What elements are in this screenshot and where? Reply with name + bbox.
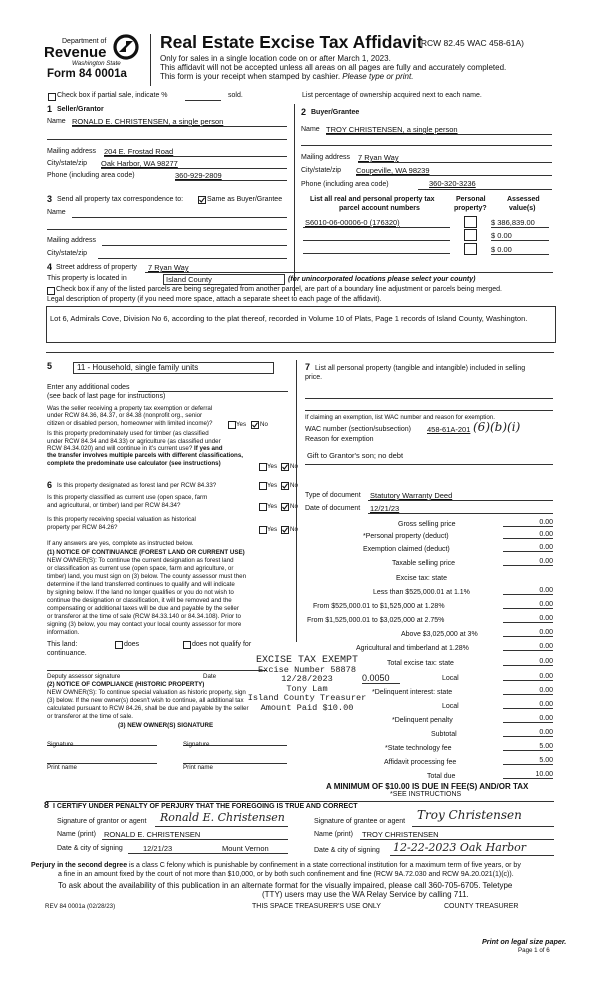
notice-compliance-line-1: NEW OWNER(S): To continue special valuation as historic property, sign <box>47 689 246 696</box>
personal-property-deduct-label: *Personal property (deduct) <box>363 533 449 540</box>
buyer-mailing-label: Mailing address <box>301 154 351 161</box>
notice-continuance-line-5: by signing below. If the land no longer qualifies or you do not wish to <box>47 589 234 596</box>
buyer-phone-field[interactable]: 360-320-3236 <box>429 179 476 188</box>
bracket-5-field[interactable]: 0.00 <box>503 643 553 651</box>
bracket-2-label: From $525,000.01 to $1,525,000 at 1.28% <box>313 603 445 610</box>
wac-number-field[interactable]: 458-61A-201 <box>427 425 471 434</box>
page-number: Page 1 of 6 <box>518 947 550 954</box>
form-number: Form 84 0001a <box>47 68 127 80</box>
timber-yes-label: Yes <box>267 463 278 470</box>
certify-heading: I CERTIFY UNDER PENALTY OF PERJURY THAT THE FOREGOING IS TRUE AND CORRECT <box>53 803 358 810</box>
gross-selling-price-label: Gross selling price <box>398 521 456 528</box>
subtotal-label: Subtotal <box>431 731 457 738</box>
personal-property-label-1: List all personal property (tangible and intangible) included in selling <box>315 365 526 372</box>
total-due-label: Total due <box>427 773 456 780</box>
timber-question-3: RCW 84.34.020) and will continue in it's current use? If yes and <box>47 445 223 452</box>
perjury-line-1: Perjury in the second degree is a class C felony which is punishable by confinement in a state correctional institution for a maximum term of five years, or by <box>31 862 521 869</box>
section-divider-4 <box>46 352 554 353</box>
ownership-note: List percentage of ownership acquired next to each name. <box>302 92 482 99</box>
header-note-1: Only for sales in a single location code on or after March 1, 2023. <box>160 54 391 63</box>
form-revision: REV 84 0001a (02/28/23) <box>45 903 116 910</box>
dept-line: Department of <box>62 38 107 45</box>
timber-yes-checkbox[interactable] <box>259 463 267 471</box>
assessed-heading-1: Assessed <box>507 196 540 203</box>
seller-city-line <box>101 168 287 169</box>
personal-property-checkbox-2[interactable] <box>464 229 477 241</box>
land-does-label: does <box>124 641 140 648</box>
check-icon <box>282 483 288 489</box>
assessed-value-2[interactable]: $ 0.00 <box>491 231 549 241</box>
affidavit-fee-field[interactable]: 5.00 <box>503 757 553 765</box>
delinquent-state-field[interactable]: 0.00 <box>503 687 553 695</box>
delinquent-local-field[interactable]: 0.00 <box>503 701 553 709</box>
alt-format-line-1: To ask about the availability of this publication in an alternate format for the visually impaired, please call 360-705-6705. Teletype <box>58 881 513 890</box>
bracket-1-label: Less than $525,000.01 at 1.1% <box>373 589 470 596</box>
street-address-label: Street address of property <box>56 264 137 271</box>
header-divider <box>150 34 151 86</box>
seller-name-label: Name <box>47 118 66 125</box>
document-date-label: Date of document <box>305 505 361 512</box>
notice-continuance-line-2: or classification as current use (open space, farm and agriculture, or <box>47 565 234 572</box>
dept-state: Washington State <box>72 60 121 67</box>
grantee-signature-label: Signature of grantee or agent <box>314 818 406 825</box>
exemption-reason-line <box>305 464 553 465</box>
timber-question-4: the transfer involves multiple parcels with different classifications, <box>47 452 243 459</box>
grantor-signature-line <box>155 826 288 827</box>
seller-city-field[interactable]: Oak Harbor, WA 98277 <box>101 159 178 168</box>
bracket-3-field[interactable]: 0.00 <box>503 615 553 623</box>
personal-heading-2: property? <box>454 205 487 212</box>
current-use-no-checkbox[interactable] <box>281 503 289 511</box>
grantor-name-label: Name (print) <box>57 831 96 838</box>
stamp-line-1: EXCISE TAX EXEMPT <box>255 655 359 666</box>
parcel-account-3[interactable] <box>303 253 450 254</box>
section5-number: 5 <box>47 361 53 371</box>
seller-heading: Seller/Grantor <box>57 106 104 113</box>
parcels-heading-2: parcel account numbers <box>339 205 420 212</box>
personal-property-field-2[interactable] <box>305 410 553 411</box>
assessed-heading-2: value(s) <box>509 205 536 212</box>
historic-no-label: No <box>290 526 298 533</box>
owner-signature-label-1: Signature <box>47 741 74 748</box>
delinquent-local-label: Local <box>442 703 459 710</box>
treasurer-stamp <box>247 656 367 714</box>
additional-codes-field[interactable] <box>138 391 288 392</box>
grantee-signature[interactable]: Troy Christensen <box>417 808 522 822</box>
section7-number: 7 <box>305 362 311 372</box>
delinquent-penalty-field[interactable]: 0.00 <box>503 715 553 723</box>
stamp-line-5: Island County Treasurer <box>247 693 367 704</box>
stamp-line-6: Amount Paid $10.00 <box>260 702 354 713</box>
notice-compliance-line-4: or transferor at the time of sale. <box>47 713 133 720</box>
street-address-field[interactable]: 7 Ryan Way <box>148 263 189 272</box>
treasurer-use-only: THIS SPACE TREASURER'S USE ONLY <box>252 903 381 910</box>
seller-mailing-field[interactable]: 204 E. Frostad Road <box>104 147 174 156</box>
street-address-line <box>145 272 553 273</box>
parcel-account-1[interactable]: S6010-06-00006-0 (176320) <box>305 218 400 227</box>
county-select[interactable]: Island County <box>163 274 285 285</box>
affidavit-fee-label: Affidavit processing fee <box>384 759 457 766</box>
correspondence-label: Send all property tax correspondence to: <box>57 196 184 203</box>
timber-no-checkbox[interactable] <box>281 463 289 471</box>
wac-number-label: WAC number (section/subsection) <box>305 426 411 433</box>
forest-no-checkbox[interactable] <box>281 482 289 490</box>
seller-phone-field[interactable]: 360-929-2809 <box>175 171 222 180</box>
forest-yes-checkbox[interactable] <box>259 482 267 490</box>
seller-name-line-2 <box>47 139 287 140</box>
historic-no-checkbox[interactable] <box>281 526 289 534</box>
partial-sale-percent-line[interactable] <box>185 100 221 101</box>
continuance-label: continuance. <box>47 650 87 657</box>
document-type-label: Type of document <box>305 492 361 499</box>
located-in-label: This property is located in <box>47 275 127 282</box>
land-does-checkbox[interactable] <box>115 641 123 649</box>
parcels-heading-1: List all real and personal property tax <box>310 196 435 203</box>
correspondence-mailing-field[interactable] <box>102 245 287 246</box>
title-reference: (RCW 82.45 WAC 458-61A) <box>418 38 524 48</box>
deputy-signature-field[interactable] <box>47 670 267 671</box>
bracket-4-field[interactable]: 0.00 <box>503 629 553 637</box>
exemption-claimed-field[interactable]: 0.00 <box>503 544 553 552</box>
local-tax-label: Local <box>442 675 459 682</box>
land-does-not-label: does not qualify for <box>192 641 252 648</box>
legal-paper-note: Print on legal size paper. <box>482 937 567 946</box>
buyer-mailing-line <box>358 162 552 163</box>
alt-format-line-2: (TTY) users may use the WA Relay Service by calling 711. <box>262 890 469 899</box>
certify-section-number: 8 <box>44 800 50 810</box>
grantee-date-line <box>390 855 554 856</box>
notice-continuance-line-4: determine if the land transferred continues to qualify and will indicate <box>47 581 235 588</box>
same-as-buyer-checkbox[interactable] <box>198 196 206 204</box>
owner-print-label-1: Print name <box>47 764 77 771</box>
grantor-name-line <box>102 839 288 840</box>
historic-question-1: Is this property receiving special valuation as historical <box>47 516 196 523</box>
notice-compliance-line-2: (3) below. If the new owner(s) doesn't wish to continue, all additional tax <box>47 697 244 704</box>
assessed-value-3[interactable]: $ 0.00 <box>491 245 549 255</box>
current-use-question-2: and agricultural, or timber) land per RCW 84.34? <box>47 502 181 509</box>
forest-yes-label: Yes <box>267 482 278 489</box>
unincorporated-note: (for unincorporated locations please select your county) <box>288 276 476 283</box>
current-use-no-label: No <box>290 503 298 510</box>
historic-yes-checkbox[interactable] <box>259 526 267 534</box>
buyer-heading: Buyer/Grantee <box>311 109 360 116</box>
document-type-line <box>368 500 553 501</box>
stamp-line-4: Tony Lam <box>286 683 328 694</box>
document-date-line <box>368 513 553 514</box>
timber-question-2: under RCW 84.34 and 84.33) or agriculture (as classified under <box>47 438 221 445</box>
buyer-section-number: 2 <box>301 107 307 117</box>
exemption-yes-checkbox[interactable] <box>228 421 236 429</box>
correspondence-name-label: Name <box>47 209 66 216</box>
exemption-question-3: citizen or disabled person, homeowner with limited income)? <box>47 420 213 427</box>
historic-yes-label: Yes <box>267 526 278 533</box>
bracket-3-label: From $1,525,000.01 to $3,025,000 at 2.75% <box>307 617 445 624</box>
buyer-phone-line <box>418 189 552 190</box>
buyer-city-field[interactable]: Coupeville, WA 98239 <box>356 166 430 175</box>
notice-continuance-line-8: or transferor at the time of sale (RCW 84.33.140 or 84.34.108). Prior to <box>47 613 241 620</box>
historic-question-2: property per RCW 84.26? <box>47 524 118 531</box>
if-yes-note: If any answers are yes, complete as instructed below. <box>47 540 194 547</box>
owner-print-label-2: Print name <box>183 764 213 771</box>
notice-continuance-line-6: continue the designation or classification, it will be removed and the <box>47 597 232 604</box>
parcel-row-1-line <box>303 227 450 228</box>
property-section-number: 4 <box>47 262 53 272</box>
taxable-selling-price-label: Taxable selling price <box>392 560 456 567</box>
legal-description-label: Legal description of property (if you need more space, attach a separate sheet to each page of the affidavit). <box>47 296 382 303</box>
grantee-name-field[interactable]: TROY CHRISTENSEN <box>362 830 439 839</box>
grantor-signature[interactable]: Ronald E. Christensen <box>160 811 285 824</box>
seller-name-field[interactable]: RONALD E. CHRISTENSEN, a single person <box>72 117 224 126</box>
notice-compliance-line-3: calculated pursuant to RCW 84.26, shall be due and payable by the seller <box>47 705 249 712</box>
revenue-logo-icon <box>113 34 139 60</box>
tech-fee-field[interactable]: 5.00 <box>503 743 553 751</box>
excise-state-label: Excise tax: state <box>396 575 447 582</box>
section-vertical-divider <box>296 360 297 642</box>
dept-logo-text: Revenue <box>44 44 107 61</box>
sections-divider <box>294 104 295 296</box>
assessed-value-1[interactable]: $ 386,839.00 <box>491 218 549 228</box>
gross-selling-price-field[interactable]: 0.00 <box>503 519 553 527</box>
bracket-1-field[interactable]: 0.00 <box>503 587 553 595</box>
header-note-3: This form is your receipt when stamped by cashier. Please type or print. <box>160 72 414 81</box>
personal-property-checkbox-1[interactable] <box>464 216 477 228</box>
notice-compliance-heading: (2) NOTICE OF COMPLIANCE (HISTORIC PROPERTY) <box>47 681 205 688</box>
total-excise-state-label: Total excise tax: state <box>387 660 454 667</box>
legal-description-text: Lot 6, Admirals Cove, Division No 6, according to the plat thereof, recorded in Volume 10 of Plats, Page 1 records of Island County, Washington. <box>50 314 528 323</box>
exemption-reason-field[interactable]: Gift to Grantor's son; no debt <box>307 451 404 460</box>
current-use-yes-label: Yes <box>267 503 278 510</box>
perjury-line-2: a fine in an amount fixed by the court of not more than $10,000, or by both such confinement and fine (RCW 9A.72.030 and RCW 9A.20.021(1)(c)). <box>58 871 514 878</box>
grantee-name-label: Name (print) <box>314 831 353 838</box>
exemption-no-checkbox[interactable] <box>251 421 259 429</box>
seller-city-label: City/state/zip <box>47 160 88 167</box>
total-excise-state-field[interactable]: 0.00 <box>503 658 553 666</box>
stamp-line-2: Excise Number 58878 <box>258 664 356 675</box>
bracket-5-label: Agricultural and timberland at 1.28% <box>356 645 469 652</box>
personal-property-deduct-field[interactable]: 0.00 <box>503 531 553 539</box>
current-use-yes-checkbox[interactable] <box>259 503 267 511</box>
grantor-name-field[interactable]: RONALD E. CHRISTENSEN <box>104 830 201 839</box>
check-icon <box>282 527 288 533</box>
buyer-phone-label: Phone (including area code) <box>301 181 389 188</box>
exemption-yes-label: Yes <box>236 421 247 428</box>
exemption-question-2: under RCW 84.36, 84.37, or 84.38 (nonprofit org., senior <box>47 412 203 419</box>
check-icon <box>282 504 288 510</box>
buyer-name-label: Name <box>301 126 320 133</box>
partial-sale-checkbox[interactable] <box>48 93 56 101</box>
grantor-signature-label: Signature of grantor or agent <box>57 818 147 825</box>
correspondence-section-number: 3 <box>47 194 53 204</box>
subtotal-field[interactable]: 0.00 <box>503 729 553 737</box>
exemption-instruction: If claiming an exemption, list WAC number and reason for exemption. <box>305 414 495 421</box>
correspondence-city-field[interactable] <box>98 258 287 259</box>
seller-mailing-label: Mailing address <box>47 148 97 155</box>
timber-question-5: complete the predominate use calculator (see instructions) <box>47 460 221 467</box>
timber-question-1: Is this property predominately used for timber (as classified <box>47 430 209 437</box>
current-use-question-1: Is this property classified as current use (open space, farm <box>47 494 208 501</box>
check-icon <box>282 464 288 470</box>
owner-signature-label-2: Signature <box>183 741 210 748</box>
additional-codes-hint: (see back of last page for instructions) <box>47 393 166 400</box>
bracket-4-label: Above $3,025,000 at 3% <box>401 631 478 638</box>
document-date-field[interactable]: 12/21/23 <box>370 504 400 513</box>
correspondence-name-line-2 <box>47 229 287 230</box>
buyer-mailing-field[interactable]: 7 Ryan Way <box>358 153 399 162</box>
seller-mailing-line <box>104 156 287 157</box>
delinquent-penalty-label: *Delinquent penalty <box>392 717 453 724</box>
stamp-line-3: 12/28/2023 <box>281 674 333 685</box>
buyer-name-line-2 <box>301 145 552 146</box>
local-rate-field[interactable]: 0.0050 <box>362 673 400 684</box>
buyer-city-line <box>356 175 552 176</box>
buyer-city-label: City/state/zip <box>301 167 342 174</box>
header-note-2: This affidavit will not be accepted unless all areas on all pages are fully and accurately completed. <box>160 63 507 72</box>
section-divider-8 <box>46 801 554 802</box>
seller-section-number: 1 <box>47 104 53 114</box>
wac-subsection-handwritten: (6)(b)(i) <box>473 420 521 434</box>
notice-continuance-line-3: timber) land, you must sign on (3) below. The county assessor must then <box>47 573 247 580</box>
exemption-reason-label: Reason for exemption <box>305 436 374 443</box>
check-icon <box>252 422 258 428</box>
section6-number: 6 <box>47 480 53 490</box>
local-tax-field[interactable]: 0.00 <box>503 673 553 681</box>
grantee-name-line <box>360 839 554 840</box>
segregated-checkbox[interactable] <box>47 287 55 295</box>
buyer-name-line <box>326 134 552 135</box>
grantor-date-line <box>128 853 288 854</box>
new-owner-signature-heading: (3) NEW OWNER(S) SIGNATURE <box>118 722 214 729</box>
grantor-date-label: Date & city of signing <box>57 845 123 852</box>
deputy-signature-label: Deputy assessor signature <box>47 673 121 680</box>
delinquent-state-label: *Delinquent interest: state <box>372 689 453 696</box>
notice-continuance-line-1: NEW OWNER(S): To continue the current designation as forest land <box>47 557 234 564</box>
check-icon <box>199 197 205 203</box>
grantee-date-field[interactable]: 12-22-2023 Oak Harbor <box>393 841 526 854</box>
notice-continuance-line-10: information. <box>47 629 80 636</box>
see-instructions-note: *SEE INSTRUCTIONS <box>390 791 462 798</box>
correspondence-city-label: City/state/zip <box>47 250 88 257</box>
personal-heading-1: Personal <box>456 196 486 203</box>
parcel-account-2[interactable] <box>303 240 450 241</box>
seller-phone-label: Phone (including area code) <box>47 172 135 179</box>
forest-land-question: Is this property designated as forest land per RCW 84.33? <box>57 482 217 489</box>
legal-description-box[interactable] <box>46 306 556 343</box>
forest-no-label: No <box>290 482 298 489</box>
timber-no-label: No <box>290 463 298 470</box>
document-type-field[interactable]: Statutory Warranty Deed <box>370 491 453 500</box>
notice-continuance-heading: (1) NOTICE OF CONTINUANCE (FOREST LAND OR CURRENT USE) <box>47 549 245 556</box>
partial-sale-sold: sold. <box>228 92 243 99</box>
grantee-signature-line <box>412 826 554 827</box>
same-as-buyer-label: Same as Buyer/Grantee <box>207 196 283 203</box>
exemption-claimed-label: Exemption claimed (deduct) <box>363 546 450 553</box>
taxable-selling-price-field[interactable]: 0.00 <box>503 558 553 566</box>
grantee-date-label: Date & city of signing <box>314 847 380 854</box>
land-does-not-checkbox[interactable] <box>183 641 191 649</box>
personal-property-field-1[interactable] <box>305 398 553 399</box>
tech-fee-label: *State technology fee <box>385 745 452 752</box>
this-land-label: This land: <box>47 641 78 648</box>
personal-property-checkbox-3[interactable] <box>464 243 477 255</box>
notice-continuance-line-9: signing (3) below, you may contact your local county assessor for more <box>47 621 242 628</box>
segregated-note: Check box if any of the listed parcels are being segregated from another parcel, are part of a boundary line adjustment or parcels being merged. <box>56 286 502 293</box>
page-title: Real Estate Excise Tax Affidavit <box>160 32 423 52</box>
buyer-name-field[interactable]: TROY CHRISTENSEN, a single person <box>326 125 458 134</box>
correspondence-mailing-label: Mailing address <box>47 237 97 244</box>
bracket-2-field[interactable]: 0.00 <box>503 601 553 609</box>
additional-codes-label: Enter any additional codes <box>47 384 130 391</box>
total-due-field[interactable]: 10.00 <box>503 771 553 779</box>
correspondence-name-field[interactable] <box>72 217 287 218</box>
grantor-date-field[interactable]: 12/21/23 <box>143 844 173 853</box>
notice-continuance-line-7: compensating or additional taxes will be due and payable by the seller <box>47 605 239 612</box>
personal-property-label-2: price. <box>305 374 323 381</box>
use-code-select[interactable]: 11 - Household, single family units <box>73 362 274 374</box>
exemption-no-label: No <box>260 421 268 428</box>
deputy-date-label: Date <box>203 673 217 680</box>
county-treasurer-label: COUNTY TREASURER <box>444 903 519 910</box>
exemption-question-1: Was the seller receiving a property tax exemption or deferral <box>47 405 213 412</box>
seller-name-line <box>72 126 287 127</box>
minimum-due-note: A MINIMUM OF $10.00 IS DUE IN FEE(S) AND/OR TAX <box>326 782 529 791</box>
seller-phone-line <box>175 180 287 181</box>
partial-sale-label: Check box if partial sale, indicate % <box>57 92 168 99</box>
grantor-city-field[interactable]: Mount Vernon <box>222 844 269 853</box>
